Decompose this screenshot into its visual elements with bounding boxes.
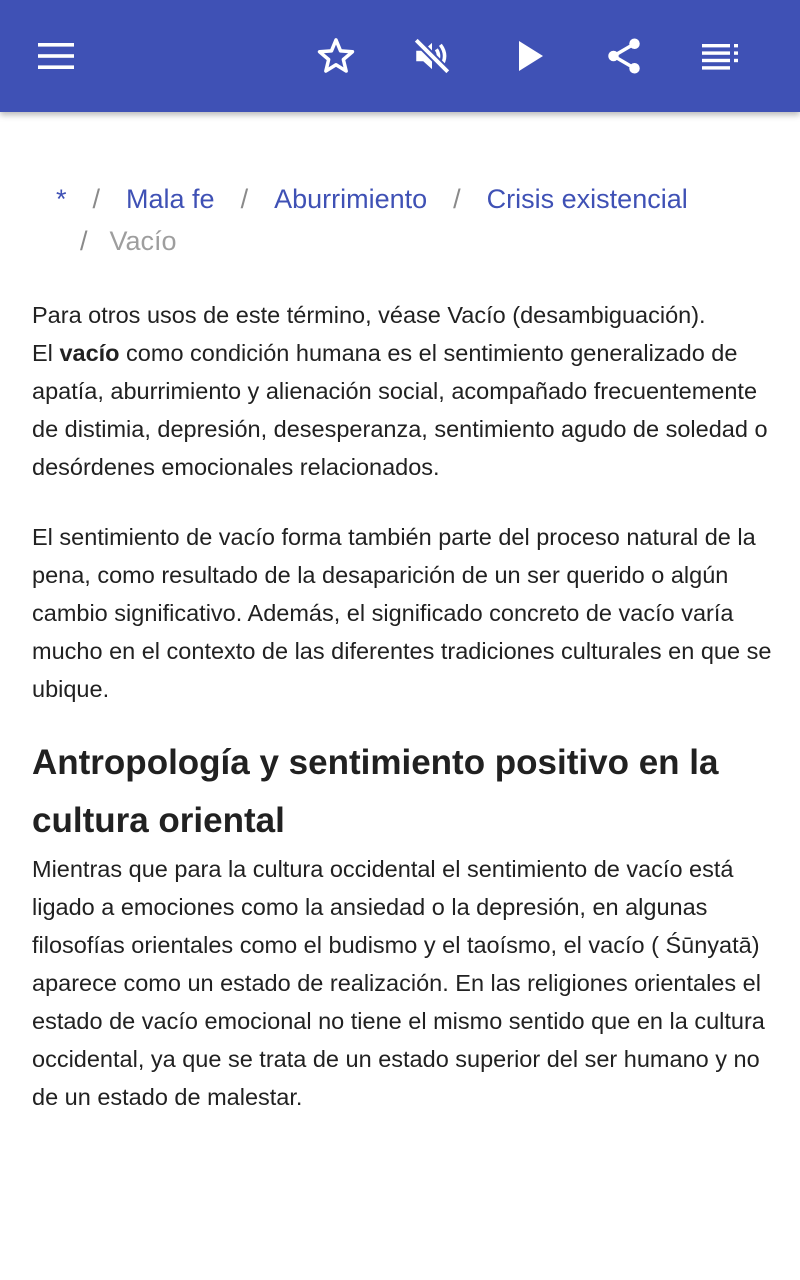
app-bar [0,0,800,112]
breadcrumb-current: Vacío [109,226,177,256]
breadcrumb-separator: / [453,184,461,214]
breadcrumb [56,178,756,262]
paragraph-spacer [32,486,772,518]
breadcrumb-item-mala-fe[interactable]: Mala fe [126,184,215,214]
disambiguation-note[interactable]: Para otros usos de este término, véase Vacío (desambiguación). [32,302,706,328]
star-outline-icon [315,35,357,77]
volume-off-icon [411,35,453,77]
article-content [0,112,800,1280]
menu-icon [36,41,76,71]
mute-button[interactable] [404,28,460,84]
section-heading: Antropología y sentimiento positivo en la cultura oriental [32,743,719,840]
breadcrumb-item-home[interactable]: * [56,184,67,214]
intro-bold-term: vacío [59,340,120,366]
article-body [32,296,772,1116]
breadcrumb-row [56,178,756,220]
breadcrumb-item-crisis-existencial[interactable]: Crisis existencial [486,184,688,214]
paragraph-3: Mientras que para la cultura occidental el sentimiento de vacío está ligado a emociones como la ansiedad o la depresión, en algunas filosofías orientales como el budismo y el taoísmo, el vacío ( Śūnyatā) aparece como un estado de realización. En las religiones orientales el estado de vacío emocional no tiene el mismo sentido que en la cultura occidental, ya que se trata de un estado superior del ser humano y no de un estado de malestar. [32,856,765,1110]
list-icon [701,42,739,70]
breadcrumb-item-aburrimiento[interactable]: Aburrimiento [274,184,428,214]
share-button[interactable] [596,28,652,84]
play-icon [514,39,546,73]
breadcrumb-separator: / [80,226,88,256]
intro-prefix: El [32,340,60,366]
breadcrumb-separator: / [240,184,249,214]
breadcrumb-separator: / [92,184,101,214]
breadcrumb-row [56,220,756,262]
intro-rest: como condición humana es el sentimiento generalizado de apatía, aburrimiento y alienación social, acompañado frecuentemente de distimia, depresión, desesperanza, sentimiento agudo de soledad o desórdenes emocionales relacionados. [32,340,768,480]
bookmark-button[interactable] [308,28,364,84]
intro-paragraph [32,334,772,486]
share-icon [603,35,645,77]
paragraph-2: El sentimiento de vacío forma también parte del proceso natural de la pena, como resultado de la desaparición de un ser querido o algún cambio significativo. Además, el significado concreto de vacío varía mucho en el contexto de las diferentes tradiciones culturales en que se ubique. [32,524,772,702]
play-button[interactable] [502,28,558,84]
contents-button[interactable] [692,28,748,84]
menu-button[interactable] [28,28,84,84]
